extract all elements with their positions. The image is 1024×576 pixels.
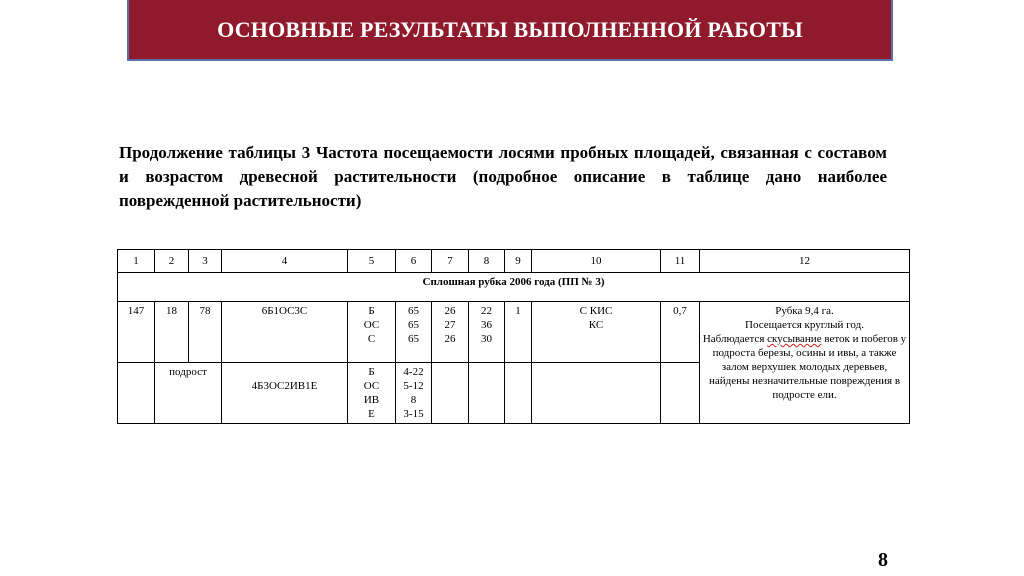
table-cell: [505, 363, 532, 424]
table-header-row: [118, 250, 910, 273]
cell-line: 26: [444, 333, 456, 345]
cell-line: Б: [368, 305, 375, 317]
table-cell: [532, 363, 661, 424]
table-cell: [432, 302, 469, 363]
results-table: [117, 249, 910, 424]
table-cell: 4Б3ОС2ИВ1Е: [222, 363, 348, 424]
table-cell: [118, 363, 155, 424]
table-cell: 6Б1ОС3С: [222, 302, 348, 363]
table-cell: [432, 363, 469, 424]
title-banner: [127, 0, 893, 61]
column-header: 6: [396, 250, 432, 273]
table-cell: [532, 302, 661, 363]
column-header: 4: [222, 250, 348, 273]
table-cell: [396, 302, 432, 363]
table-cell: [348, 302, 396, 363]
table-cell: [661, 363, 700, 424]
table-cell: 1: [505, 302, 532, 363]
column-header: 3: [189, 250, 222, 273]
table-cell: 18: [155, 302, 189, 363]
cell-line: 65: [408, 305, 419, 317]
column-header: 9: [505, 250, 532, 273]
cell-line: 22: [481, 305, 492, 317]
section-row: [118, 273, 910, 302]
column-header: 11: [661, 250, 700, 273]
spellcheck-word: скусывание: [767, 333, 822, 345]
table-row: [118, 302, 910, 363]
cell-line: 65: [408, 319, 419, 331]
cell-line: С КИС: [579, 305, 613, 317]
note-text: веток и побегов у подроста березы, осины и ивы, а также залом верхушек молодых деревьев, найдены незначительные повреждения в подросте ели.: [708, 333, 907, 401]
cell-line: Е: [368, 408, 375, 420]
column-header: 2: [155, 250, 189, 273]
note-text: Наблюдается: [702, 333, 768, 345]
cell-line: 4-22: [403, 366, 424, 378]
table-cell: [469, 302, 505, 363]
column-header: 12: [700, 250, 910, 273]
column-header: 10: [532, 250, 661, 273]
cell-line: 3-15: [403, 408, 424, 420]
column-header: 5: [348, 250, 396, 273]
table-caption: Продолжение таблицы 3 Частота посещаемости лосями пробных площадей, связанная с составом и возрастом древесной растительности (подробное описание в таблице дано наиболее поврежденной растительности): [119, 143, 887, 210]
column-header: 8: [469, 250, 505, 273]
cell-line: КС: [588, 319, 604, 331]
page-number: 8: [878, 549, 888, 571]
description-cell: [700, 302, 910, 424]
cell-line: ОС: [363, 380, 380, 392]
note-line: Рубка 9,4 га.: [775, 305, 834, 317]
cell-line: 36: [481, 319, 492, 331]
table-cell: 78: [189, 302, 222, 363]
section-title: Сплошная рубка 2006 года (ПП № 3): [118, 273, 910, 302]
table-cell: подрост: [155, 363, 222, 424]
cell-line: ОС: [363, 319, 380, 331]
table-cell: [348, 363, 396, 424]
cell-line: 65: [408, 333, 419, 345]
page-title: ОСНОВНЫЕ РЕЗУЛЬТАТЫ ВЫПОЛНЕННОЙ РАБОТЫ: [217, 16, 803, 42]
table-cell: [396, 363, 432, 424]
cell-line: 30: [481, 333, 492, 345]
note-line: Посещается круглый год.: [745, 319, 864, 331]
table-cell: 0,7: [661, 302, 700, 363]
table-cell: [469, 363, 505, 424]
cell-line: ИВ: [363, 394, 380, 406]
cell-line: С: [367, 333, 376, 345]
cell-line: 26: [444, 305, 456, 317]
cell-line: 8: [410, 394, 417, 406]
table-cell: 147: [118, 302, 155, 363]
column-header: 1: [118, 250, 155, 273]
column-header: 7: [432, 250, 469, 273]
cell-line: Б: [368, 366, 375, 378]
cell-line: 27: [444, 319, 456, 331]
cell-line: 5-12: [403, 380, 424, 392]
